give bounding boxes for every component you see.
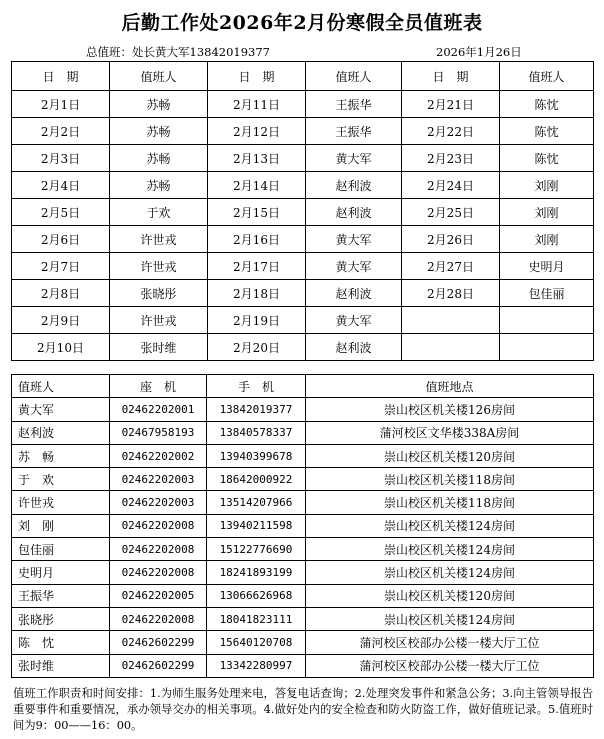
roster-person-cell: 许世戎 <box>110 253 208 280</box>
roster-date-cell: 2月9日 <box>12 307 110 334</box>
contact-row <box>12 491 594 514</box>
document-title: 后勤工作处2026年2月份寒假全员值班表 <box>121 12 483 34</box>
roster-date-cell: 2月15日 <box>208 199 306 226</box>
roster-person-cell: 赵利波 <box>306 280 402 307</box>
roster-date-cell: 2月2日 <box>12 118 110 145</box>
contact-name-cell: 张晓彤 <box>12 607 110 630</box>
duty-notes: 值班工作职责和时间安排：1.为师生服务处理来电，答复电话查询；2.处理突发事件和紧急公务；3.向主管领导报告重要事件和重要情况，承办领导交办的相关事项。4.做好处内的安全检查和防火防盗工作，做好值班记录。5.值班时间为9：00——16：00。 <box>13 687 593 732</box>
contact-location-cell: 蒲河校区文华楼338A房间 <box>306 421 594 444</box>
contact-landline-cell: 02462602299 <box>110 631 207 654</box>
roster-header-row <box>12 62 594 91</box>
roster-person-cell: 张时维 <box>110 334 208 361</box>
contact-name-cell: 刘 刚 <box>12 514 110 537</box>
roster-date-cell: 2月24日 <box>402 172 500 199</box>
contact-mobile-cell: 13842019377 <box>207 398 306 421</box>
contact-name-cell: 苏 畅 <box>12 444 110 467</box>
roster-header-cell: 值班人 <box>306 62 402 91</box>
duty-roster-table <box>11 61 594 361</box>
contact-name-cell: 陈 忱 <box>12 631 110 654</box>
contact-row <box>12 561 594 584</box>
roster-date-cell: 2月14日 <box>208 172 306 199</box>
roster-date-cell: 2月20日 <box>208 334 306 361</box>
roster-date-cell: 2月3日 <box>12 145 110 172</box>
roster-person-cell: 赵利波 <box>306 199 402 226</box>
contact-row <box>12 538 594 561</box>
contact-name-cell: 包佳丽 <box>12 538 110 561</box>
contact-row <box>12 584 594 607</box>
roster-person-cell: 苏畅 <box>110 91 208 118</box>
roster-person-cell: 陈忱 <box>500 91 594 118</box>
contact-mobile-cell: 13342280997 <box>207 654 306 677</box>
contact-landline-cell: 02462202002 <box>110 444 207 467</box>
contact-landline-cell: 02462602299 <box>110 654 207 677</box>
contact-location-cell: 崇山校区机关楼124房间 <box>306 607 594 630</box>
contact-row <box>12 631 594 654</box>
roster-row <box>12 118 594 145</box>
roster-date-cell: 2月6日 <box>12 226 110 253</box>
contact-name-cell: 黄大军 <box>12 398 110 421</box>
roster-person-cell: 王振华 <box>306 118 402 145</box>
contact-landline-cell: 02467958193 <box>110 421 207 444</box>
roster-date-cell: 2月11日 <box>208 91 306 118</box>
roster-header-cell: 日 期 <box>402 62 500 91</box>
contact-location-cell: 崇山校区机关楼124房间 <box>306 561 594 584</box>
contact-header-cell: 值班人 <box>12 375 110 398</box>
contact-row <box>12 514 594 537</box>
roster-person-cell: 包佳丽 <box>500 280 594 307</box>
roster-person-cell: 许世戎 <box>110 226 208 253</box>
roster-date-cell: 2月1日 <box>12 91 110 118</box>
contact-location-cell: 崇山校区机关楼120房间 <box>306 584 594 607</box>
roster-date-cell: 2月17日 <box>208 253 306 280</box>
contact-landline-cell: 02462202001 <box>110 398 207 421</box>
contact-landline-cell: 02462202008 <box>110 514 207 537</box>
contact-location-cell: 蒲河校区校部办公楼一楼大厅工位 <box>306 654 594 677</box>
contact-landline-cell: 02462202003 <box>110 491 207 514</box>
roster-header-cell: 值班人 <box>500 62 594 91</box>
contact-mobile-cell: 15122776690 <box>207 538 306 561</box>
roster-date-cell: 2月10日 <box>12 334 110 361</box>
roster-person-cell: 赵利波 <box>306 334 402 361</box>
contact-row <box>12 654 594 677</box>
contact-row <box>12 607 594 630</box>
roster-date-cell: 2月12日 <box>208 118 306 145</box>
contact-name-cell: 赵利波 <box>12 421 110 444</box>
roster-date-cell: 2月23日 <box>402 145 500 172</box>
contact-location-cell: 崇山校区机关楼124房间 <box>306 514 594 537</box>
contact-mobile-cell: 13514207966 <box>207 491 306 514</box>
roster-header-cell: 值班人 <box>110 62 208 91</box>
roster-person-cell: 苏畅 <box>110 145 208 172</box>
roster-person-cell: 张晓彤 <box>110 280 208 307</box>
contact-header-cell: 手 机 <box>207 375 306 398</box>
contact-mobile-cell: 13940399678 <box>207 444 306 467</box>
roster-row <box>12 307 594 334</box>
roster-date-cell: 2月8日 <box>12 280 110 307</box>
roster-person-cell: 苏畅 <box>110 118 208 145</box>
roster-row <box>12 172 594 199</box>
roster-person-cell <box>500 334 594 361</box>
roster-person-cell: 苏畅 <box>110 172 208 199</box>
contact-location-cell: 崇山校区机关楼120房间 <box>306 444 594 467</box>
roster-date-cell: 2月7日 <box>12 253 110 280</box>
roster-row <box>12 199 594 226</box>
roster-date-cell: 2月19日 <box>208 307 306 334</box>
roster-person-cell: 史明月 <box>500 253 594 280</box>
contact-header-row <box>12 375 594 398</box>
roster-person-cell: 刘刚 <box>500 199 594 226</box>
contact-landline-cell: 02462202003 <box>110 468 207 491</box>
contact-location-cell: 崇山校区机关楼126房间 <box>306 398 594 421</box>
roster-person-cell: 刘刚 <box>500 226 594 253</box>
contact-row <box>12 444 594 467</box>
roster-date-cell <box>402 307 500 334</box>
contact-landline-cell: 02462202008 <box>110 607 207 630</box>
roster-date-cell: 2月5日 <box>12 199 110 226</box>
contact-name-cell: 王振华 <box>12 584 110 607</box>
roster-date-cell: 2月28日 <box>402 280 500 307</box>
contact-mobile-cell: 15640120708 <box>207 631 306 654</box>
contact-name-cell: 张时维 <box>12 654 110 677</box>
contact-landline-cell: 02462202008 <box>110 561 207 584</box>
roster-person-cell <box>500 307 594 334</box>
roster-row <box>12 226 594 253</box>
contact-landline-cell: 02462202008 <box>110 538 207 561</box>
contact-row <box>12 468 594 491</box>
roster-row <box>12 253 594 280</box>
roster-date-cell: 2月21日 <box>402 91 500 118</box>
contact-mobile-cell: 13940211598 <box>207 514 306 537</box>
document-date: 2026年1月26日 <box>436 45 522 59</box>
contact-mobile-cell: 13840578337 <box>207 421 306 444</box>
contact-location-cell: 蒲河校区校部办公楼一楼大厅工位 <box>306 631 594 654</box>
roster-person-cell: 陈忱 <box>500 145 594 172</box>
contact-mobile-cell: 18041823111 <box>207 607 306 630</box>
contact-mobile-cell: 13066626968 <box>207 584 306 607</box>
contact-mobile-cell: 18642000922 <box>207 468 306 491</box>
roster-date-cell: 2月16日 <box>208 226 306 253</box>
contact-location-cell: 崇山校区机关楼118房间 <box>306 491 594 514</box>
roster-date-cell: 2月13日 <box>208 145 306 172</box>
contact-name-cell: 史明月 <box>12 561 110 584</box>
roster-row <box>12 145 594 172</box>
roster-date-cell: 2月4日 <box>12 172 110 199</box>
roster-row <box>12 280 594 307</box>
contact-name-cell: 于 欢 <box>12 468 110 491</box>
contact-mobile-cell: 18241893199 <box>207 561 306 584</box>
contact-location-cell: 崇山校区机关楼118房间 <box>306 468 594 491</box>
contact-location-cell: 崇山校区机关楼124房间 <box>306 538 594 561</box>
roster-person-cell: 赵利波 <box>306 172 402 199</box>
roster-person-cell: 王振华 <box>306 91 402 118</box>
roster-row <box>12 334 594 361</box>
contact-row <box>12 421 594 444</box>
contact-name-cell: 许世戎 <box>12 491 110 514</box>
roster-date-cell: 2月26日 <box>402 226 500 253</box>
roster-person-cell: 于欢 <box>110 199 208 226</box>
chief-duty-line: 总值班：处长黄大军13842019377 <box>86 45 270 59</box>
roster-header-cell: 日 期 <box>12 62 110 91</box>
roster-person-cell: 黄大军 <box>306 145 402 172</box>
contact-table <box>11 374 594 678</box>
roster-date-cell: 2月25日 <box>402 199 500 226</box>
roster-header-cell: 日 期 <box>208 62 306 91</box>
contact-header-cell: 座 机 <box>110 375 207 398</box>
contact-row <box>12 398 594 421</box>
roster-person-cell: 许世戎 <box>110 307 208 334</box>
roster-person-cell: 黄大军 <box>306 307 402 334</box>
roster-person-cell: 黄大军 <box>306 253 402 280</box>
roster-date-cell <box>402 334 500 361</box>
contact-header-cell: 值班地点 <box>306 375 594 398</box>
roster-person-cell: 陈忱 <box>500 118 594 145</box>
contact-landline-cell: 02462202005 <box>110 584 207 607</box>
roster-date-cell: 2月18日 <box>208 280 306 307</box>
roster-date-cell: 2月22日 <box>402 118 500 145</box>
roster-person-cell: 黄大军 <box>306 226 402 253</box>
roster-date-cell: 2月27日 <box>402 253 500 280</box>
roster-row <box>12 91 594 118</box>
roster-person-cell: 刘刚 <box>500 172 594 199</box>
